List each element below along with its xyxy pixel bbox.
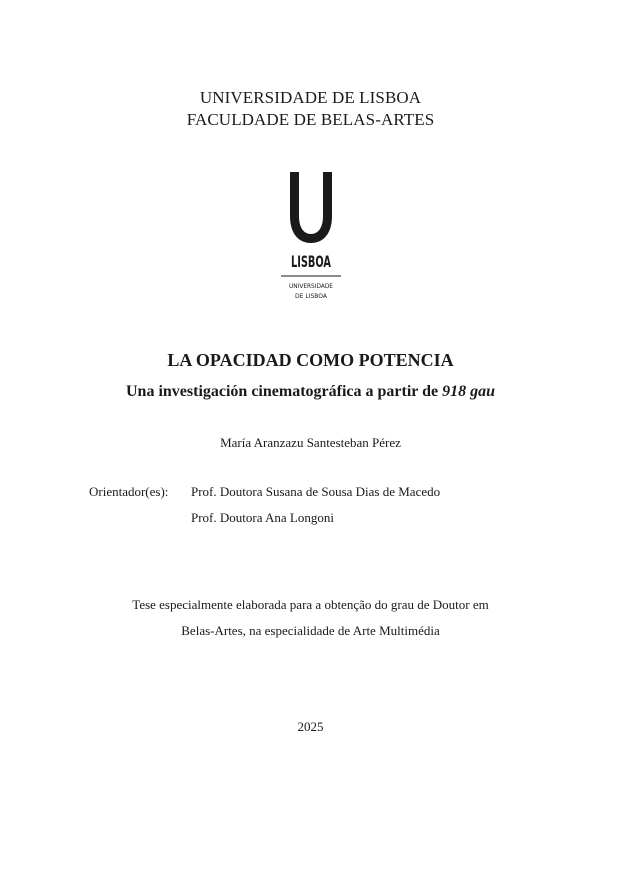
year: 2025 — [297, 719, 324, 734]
subtitle-prefix: Una investigación cinematográfica a partir de — [125, 383, 443, 400]
faculty-name: FACULDADE DE BELAS-ARTES — [186, 110, 435, 129]
thesis-title: LA OPACIDAD COMO POTENCIA — [167, 350, 454, 370]
thesis-subtitle — [0, 382, 621, 402]
author-name: María Aranzazu Santesteban Pérez — [220, 435, 401, 450]
logo-wordmark: LISBOA — [291, 252, 332, 271]
logo-sub-line1: UNIVERSIDADE — [289, 282, 333, 290]
subtitle-italic: 918 gau — [442, 383, 495, 400]
university-name: UNIVERSIDADE DE LISBOA — [199, 88, 422, 107]
supervisors-label: Orientador(es): — [89, 484, 169, 499]
purpose-line-1: Tese especialmente elaborada para a obtenção do grau de Doutor em — [132, 597, 489, 612]
purpose-line-2: Belas-Artes, na especialidade de Arte Multimédia — [181, 623, 440, 638]
logo-sub-line2: DE LISBOA — [295, 292, 328, 300]
supervisor-2: Prof. Doutora Ana Longoni — [191, 510, 334, 525]
supervisor-1: Prof. Doutora Susana de Sousa Dias de Macedo — [191, 484, 441, 499]
ulisboa-logo-icon — [279, 172, 343, 304]
